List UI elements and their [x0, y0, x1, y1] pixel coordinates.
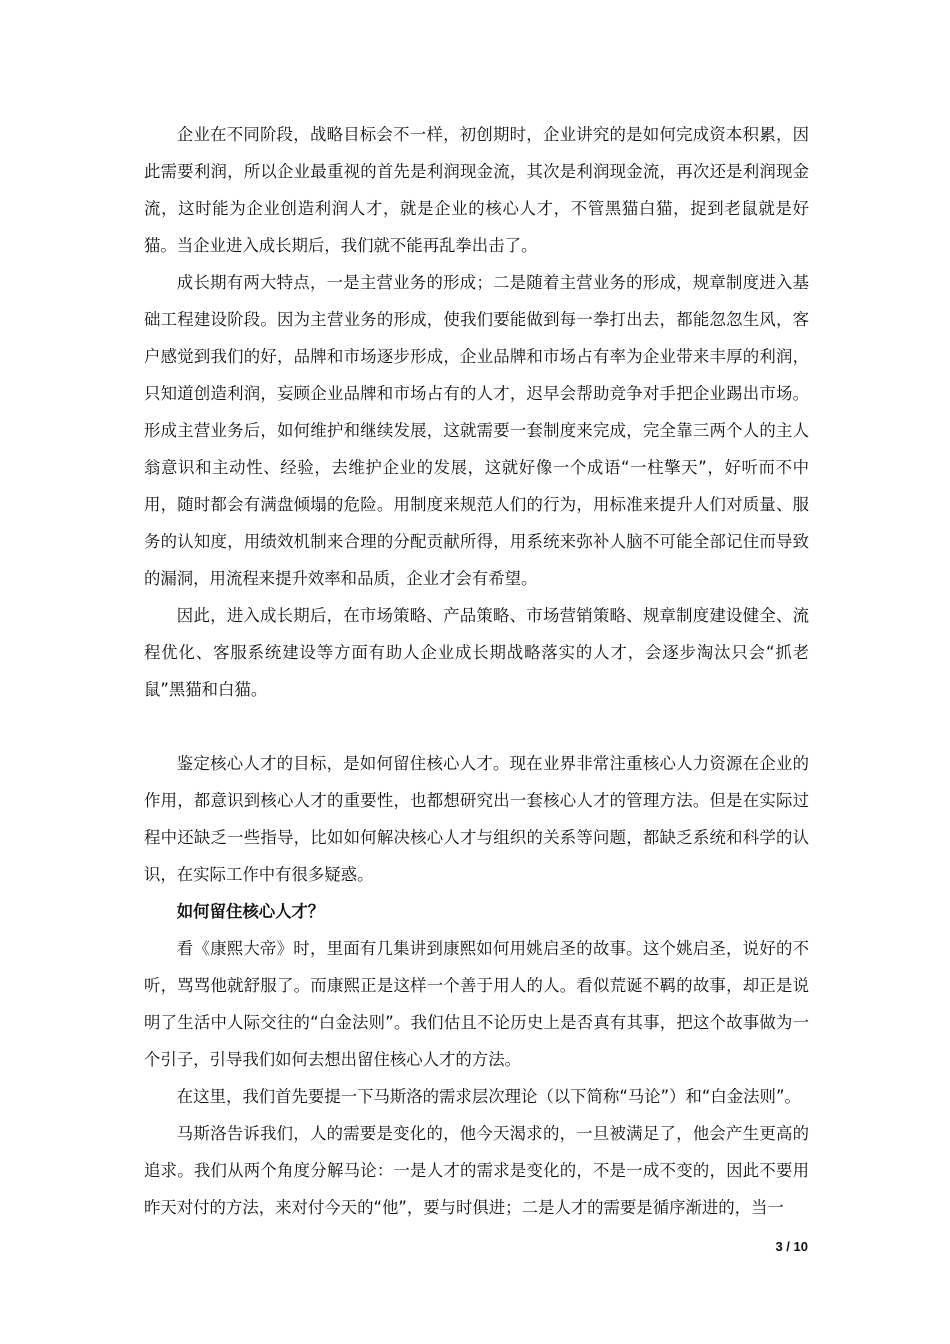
page-number: 3 / 10 [775, 1239, 808, 1254]
paragraph: 鉴定核心人才的目标，是如何留住核心人才。现在业界非常注重核心人力资源在企业的作用，都意识到核心人才的重要性，也都想研究出一套核心人才的管理方法。但是在实际过程中还缺乏一些指导，比如如何解决核心人才与组织的关系等问题，都缺乏系统和科学的认识，在实际工作中有很多疑惑。 [144, 754, 809, 884]
paragraph: 成长期有两大特点，一是主营业务的形成；二是随着主营业务的形成，规章制度进入基础工程建设阶段。因为主营业务的形成，使我们要能做到每一拳打出去，都能忽忽生风，客户感觉到我们的好，品牌和市场逐步形成，企业品牌和市场占有率为企业带来丰厚的利润，只知道创造利润，妄顾企业品牌和市场占有的人才，迟早会帮助竞争对手把企业踢出市场。形成主营业务后，如何维护和继续发展，这就需要一套制度来完成，完全靠三两个人的主人翁意识和主动性、经验，去维护企业的发展，这就好像一个成语“一柱擎天”，好听而不中用，随时都会有满盘倾塌的危险。用制度来规范人们的行为，用标准来提升人们对质量、服务的认知度，用绩效机制来合理的分配贡献所得，用系统来弥补人脑不可能全部记住而导致的漏洞，用流程来提升效率和品质，企业才会有希望。 [144, 273, 809, 588]
paragraph: 在这里，我们首先要提一下马斯洛的需求层次理论（以下简称“马论”）和“白金法则”。 [176, 1087, 801, 1106]
paragraph: 企业在不同阶段，战略目标会不一样，初创期时，企业讲究的是如何完成资本积累，因此需要利润，所以企业最重视的首先是利润现金流，其次是利润现金流，再次还是利润现金流，这时能为企业创造利润人才，就是企业的核心人才，不管黑猫白猫，捉到老鼠就是好猫。当企业进入成长期后，我们就不能再乱拳出击了。 [144, 125, 809, 255]
document-body [144, 116, 809, 1226]
paragraph: 马斯洛告诉我们，人的需要是变化的，他今天渴求的，一旦被满足了，他会产生更高的追求。我们从两个角度分解马论：一是人才的需求是变化的，不是一成不变的，因此不要用昨天对付的方法，来对付今天的“他”，要与时俱进；二是人才的需要是循序渐进的，当一 [144, 1124, 809, 1217]
section-gap [144, 708, 809, 745]
section-heading: 如何留住核心人才？ [176, 902, 325, 921]
paragraph: 看《康熙大帝》时，里面有几集讲到康熙如何用姚启圣的故事。这个姚启圣，说好的不听，骂骂他就舒服了。而康熙正是这样一个善于用人的人。看似荒诞不羁的故事，却正是说明了生活中人际交往的“白金法则”。我们估且不论历史上是否真有其事，把这个故事做为一个引子，引导我们如何去想出留住核心人才的方法。 [144, 939, 809, 1069]
paragraph: 因此，进入成长期后，在市场策略、产品策略、市场营销策略、规章制度建设健全、流程优化、客服系统建设等方面有助人企业成长期战略落实的人才，会逐步淘汰只会“抓老鼠”黑猫和白猫。 [144, 606, 809, 699]
